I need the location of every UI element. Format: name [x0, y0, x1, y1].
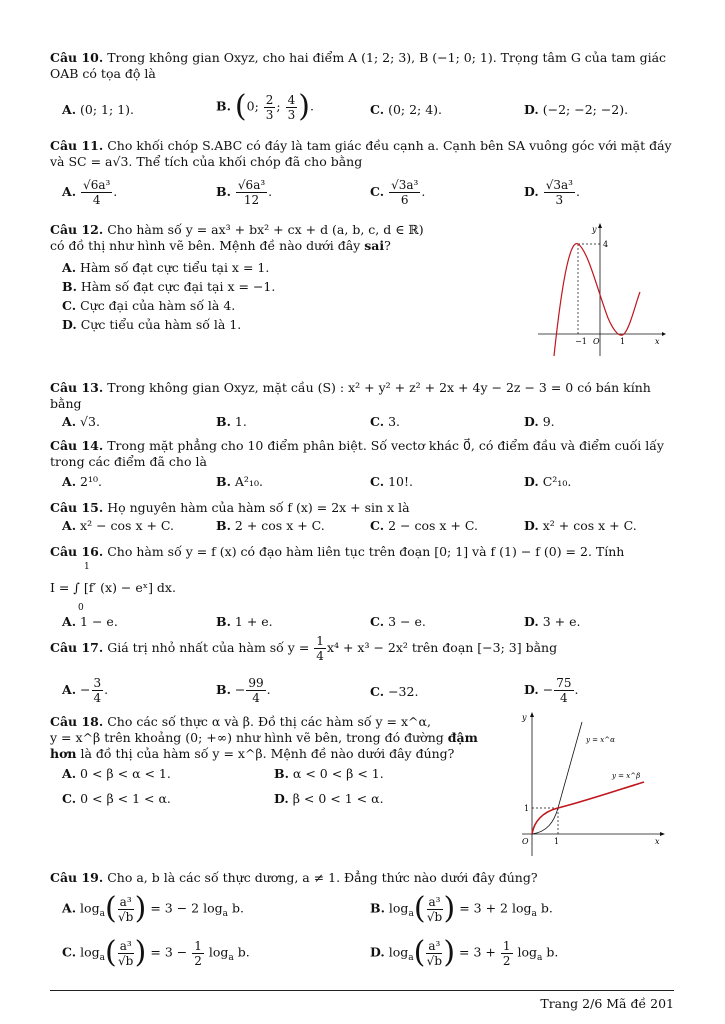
q14-option-a[interactable]: A. 2¹⁰.	[62, 474, 102, 489]
q19-option-c[interactable]: C. $\log_a$( $\frac{\text{a³}}{√b}$ ) = 3 − $\frac{1}{2}$ $\log_a b$.	[62, 935, 250, 970]
q15-option-c[interactable]: C. 2 − cos x + C.	[370, 518, 478, 533]
q18-option-c[interactable]: C. 0 < β < 1 < α.	[62, 791, 171, 806]
question-11: Câu 11. Cho khối chóp S.ABC có đáy là tam giác đều cạnh a. Cạnh bên SA vuông góc với mặt đáy và SC = a√3. Thể tích của khối chóp đã cho bằng	[50, 138, 672, 169]
q18-label-beta: y = x^β	[612, 772, 641, 780]
q11-option-a[interactable]: A. $\frac{\text{√6a³}}{4}$ .	[62, 178, 118, 207]
page-footer: Trang 2/6 Mã đề 201	[540, 996, 674, 1011]
q14-option-d[interactable]: D. C²₁₀.	[524, 474, 572, 489]
q15-option-b[interactable]: B. 2 + cos x + C.	[216, 518, 325, 533]
q19-option-a[interactable]: A. $\log_a$( $\frac{\text{a³}}{√b}$ ) = 3 − 2 $\log_a b$.	[62, 891, 244, 926]
question-13: Câu 13. Trong không gian Oxyz, mặt cầu (S) : x² + y² + z² + 2x + 4y − 2z − 3 = 0 có bán kính bằng	[50, 380, 651, 411]
q18-origin: O	[522, 837, 529, 846]
q11-text: Cho khối chóp S.ABC có đáy là tam giác đều cạnh a. Cạnh bên SA vuông góc với mặt đáy và SC = a√3. Thể tích của khối chóp đã cho bằng	[50, 138, 672, 169]
q12-option-d[interactable]: D. Cực tiểu của hàm số là 1.	[62, 317, 242, 332]
q11-option-d[interactable]: D. $\frac{\text{√3a³}}{3}$ .	[524, 178, 580, 207]
q18-tick-x: 1	[554, 837, 560, 846]
question-19: Câu 19. Cho a, b là các số thực dương, a ≠ 1. Đẳng thức nào dưới đây đúng?	[50, 870, 538, 885]
q12-tick-neg: −1	[575, 337, 587, 346]
q11-option-c[interactable]: C. $\frac{\text{√3a³}}{6}$ .	[370, 178, 426, 207]
q15-option-d[interactable]: D. x² + cos x + C.	[524, 518, 637, 533]
q18-option-a[interactable]: A. 0 < β < α < 1.	[62, 766, 171, 781]
q16-option-d[interactable]: D. 3 + e.	[524, 614, 581, 629]
q16-lower-limit: 0	[78, 603, 84, 613]
question-14: Câu 14. Trong mặt phẳng cho 10 điểm phân biệt. Số vectơ khác 0⃗, có điểm đầu và điểm cuối lấy trong các điểm đã cho là	[50, 438, 664, 469]
q11-option-b[interactable]: B. $\frac{\text{√6a³}}{12}$ .	[216, 178, 273, 207]
q12-tick-y: 4	[603, 240, 609, 249]
q16-option-b[interactable]: B. 1 + e.	[216, 614, 273, 629]
question-10	[50, 50, 674, 82]
q13-option-a[interactable]: A. √3.	[62, 414, 100, 429]
q10-text: Trong không gian Oxyz, cho hai điểm A (1; 2; 3), B (−1; 0; 1). Trọng tâm G của tam giác OAB có tọa độ là	[50, 50, 667, 81]
q17-option-c[interactable]: C. −32.	[370, 684, 419, 699]
footer-rule	[50, 990, 674, 991]
q18-label-alpha: y = x^α	[586, 736, 615, 744]
q12-tick-pos: 1	[620, 337, 626, 346]
q15-option-a[interactable]: A. x² − cos x + C.	[62, 518, 175, 533]
q12-origin: O	[593, 337, 600, 346]
q14-option-b[interactable]: B. A²₁₀.	[216, 474, 263, 489]
q18-tick-y: 1	[524, 804, 530, 813]
q14-option-c[interactable]: C. 10!.	[370, 474, 413, 489]
q18-y-label: y	[522, 713, 527, 722]
q17-option-d[interactable]: D. − $\frac{75}{4}$ .	[524, 676, 579, 705]
q16-integral: I = ∫ [f′ (x) − eˣ] dx.	[50, 580, 176, 595]
question-17: Câu 17. Giá trị nhỏ nhất của hàm số y = $\frac{1}{4}$ x⁴ + x³ − 2x² trên đoạn [−3; 3] bằng	[50, 634, 558, 663]
question-16: Câu 16. Cho hàm số y = f (x) có đạo hàm liên tục trên đoạn [0; 1] và f (1) − f (0) = 2. Tính	[50, 544, 625, 559]
q19-option-b[interactable]: B. $\log_a$( $\frac{\text{a³}}{√b}$ ) = 3 + 2 $\log_a b$.	[370, 891, 553, 926]
q12-option-b[interactable]: B. Hàm số đạt cực đại tại x = −1.	[62, 279, 276, 294]
q19-option-d[interactable]: D. $\log_a$( $\frac{\text{a³}}{√b}$ ) = 3 + $\frac{1}{2}$ $\log_a b$.	[370, 935, 559, 970]
question-12: Câu 12. Cho hàm số y = ax³ + bx² + cx + d (a, b, c, d ∈ ℝ) có đồ thị như hình vẽ bên. Mệnh đề nào dưới đây sai?	[50, 222, 424, 253]
q12-option-c[interactable]: C. Cực đại của hàm số là 4.	[62, 298, 236, 313]
q18-option-b[interactable]: B. α < 0 < β < 1.	[274, 766, 384, 781]
q17-option-a[interactable]: A. − $\frac{3}{4}$ .	[62, 676, 109, 705]
q18-option-d[interactable]: D. β < 0 < 1 < α.	[274, 791, 384, 806]
q12-cubic-graph	[536, 222, 666, 360]
q16-option-c[interactable]: C. 3 − e.	[370, 614, 426, 629]
question-18: Câu 18. Cho các số thực α và β. Đồ thị các hàm số y = x^α, y = x^β trên khoảng (0; +∞) như hình vẽ bên, trong đó đường đậm hơn là đồ thị của hàm số y = x^β. Mệnh đề nào dưới đây đúng?	[50, 714, 478, 761]
q16-upper-limit: 1	[84, 562, 90, 572]
q10-option-a[interactable]: A. (0; 1; 1).	[62, 102, 135, 117]
q13-option-d[interactable]: D. 9.	[524, 414, 555, 429]
q13-option-c[interactable]: C. 3.	[370, 414, 401, 429]
q10-label: Câu 10.	[50, 50, 104, 65]
q12-x-label: x	[655, 337, 660, 346]
q12-option-a[interactable]: A. Hàm số đạt cực tiểu tại x = 1.	[62, 260, 270, 275]
question-15: Câu 15. Họ nguyên hàm của hàm số f (x) = 2x + sin x là	[50, 500, 410, 515]
q17-option-b[interactable]: B. − $\frac{99}{4}$ .	[216, 676, 271, 705]
q18-x-label: x	[655, 837, 660, 846]
q10-option-c[interactable]: C. (0; 2; 4).	[370, 102, 443, 117]
q16-option-a[interactable]: A. 1 − e.	[62, 614, 118, 629]
q18-power-graph	[502, 710, 672, 860]
q12-y-label: y	[592, 225, 597, 234]
q10-option-b[interactable]: B. (0; $\frac{2}{3}$ ; $\frac{4}{3}$ ).	[216, 89, 314, 124]
q10-option-d[interactable]: D. (−2; −2; −2).	[524, 102, 629, 117]
q13-option-b[interactable]: B. 1.	[216, 414, 247, 429]
